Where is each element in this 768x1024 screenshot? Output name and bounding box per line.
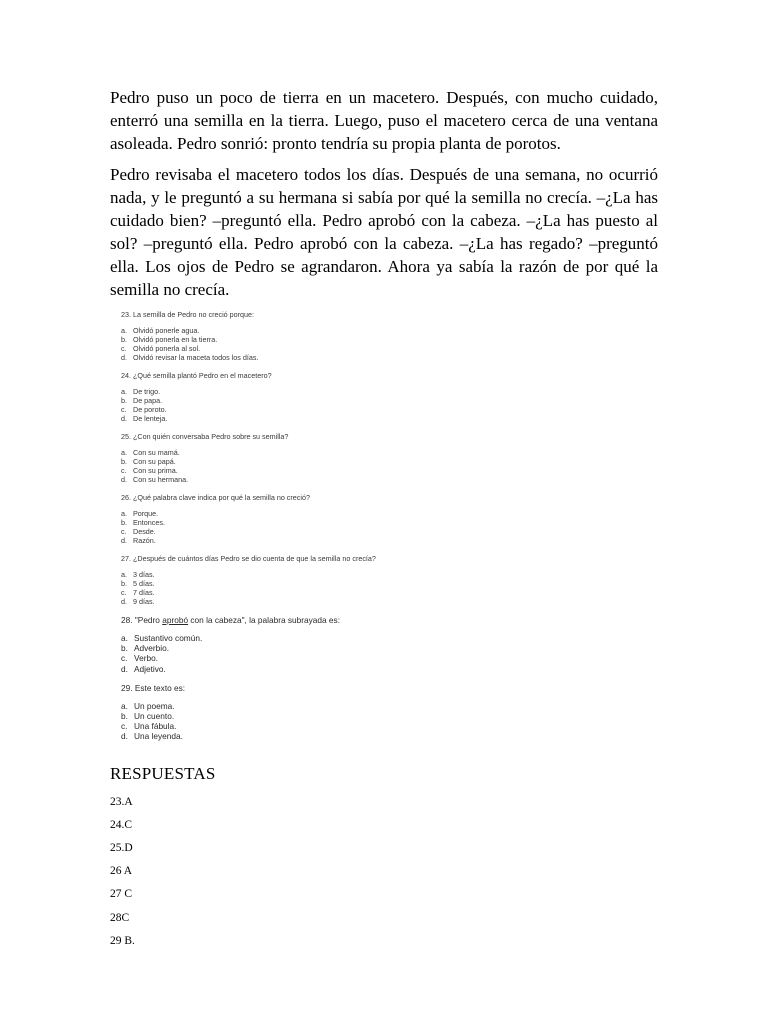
question-text — [121, 615, 658, 626]
option-letter: b. — [121, 643, 128, 654]
option-d — [121, 536, 658, 545]
option-a — [121, 387, 658, 396]
option-letter: d. — [121, 597, 127, 606]
option-d — [121, 414, 658, 423]
option-b — [121, 335, 658, 344]
question-text-start: 28. "Pedro — [121, 615, 163, 625]
option-letter: a. — [121, 448, 127, 457]
option-text: De poroto. — [133, 405, 167, 414]
option-text: Olvidó revisar la maceta todos los días. — [133, 353, 259, 362]
option-text: Un cuento. — [134, 711, 175, 722]
option-b — [121, 711, 658, 721]
option-c — [121, 344, 658, 353]
option-letter: c. — [121, 527, 127, 536]
option-letter: b. — [121, 457, 127, 466]
option-letter: d. — [121, 536, 127, 545]
option-b — [121, 396, 658, 405]
option-b — [121, 643, 658, 653]
option-text: Con su hermana. — [133, 475, 189, 484]
option-c — [121, 653, 658, 663]
answer-27: 27 C — [110, 888, 133, 901]
option-letter: a. — [121, 700, 128, 711]
option-text: Olvidó ponerle agua. — [133, 326, 200, 335]
option-letter: d. — [121, 475, 127, 484]
option-d — [121, 664, 658, 674]
option-text: Olvidó ponerla al sol. — [133, 344, 201, 353]
answer-25: 25.D — [110, 842, 133, 854]
question-text: 24. ¿Qué semilla plantó Pedro en el macetero? — [121, 371, 272, 380]
option-text: De papa. — [133, 396, 163, 405]
option-text: Razón. — [133, 536, 156, 545]
option-text: Un poema. — [134, 700, 175, 711]
quiz-questions — [121, 310, 658, 742]
question-text: 23. La semilla de Pedro no creció porque: — [121, 310, 255, 319]
answers-title: RESPUESTAS — [110, 763, 216, 783]
question-text: 25. ¿Con quién conversaba Pedro sobre su semilla? — [121, 432, 289, 441]
answer-26: 26 A — [110, 865, 133, 878]
question-27 — [121, 554, 658, 606]
answer-28: 28C — [110, 911, 130, 924]
option-letter: b. — [121, 518, 127, 527]
option-a — [121, 509, 658, 518]
option-letter: d. — [121, 414, 127, 423]
question-26 — [121, 493, 658, 545]
option-text: Una fábula. — [134, 721, 177, 732]
question-23 — [121, 310, 658, 362]
option-letter: a. — [121, 509, 127, 518]
option-text: Con su prima. — [133, 466, 178, 475]
story-paragraph-1: Pedro puso un poco de tierra en un macetero. Después, con mucho cuidado, enterró una semilla en la tierra. Luego, puso el macetero cerca de una ventana asoleada. Pedro sonrió: pronto tendría su propia planta de porotos. — [110, 88, 658, 153]
option-text: Entonces. — [133, 518, 165, 527]
option-text: Verbo. — [134, 653, 158, 664]
option-c — [121, 466, 658, 475]
option-letter: c. — [121, 344, 127, 353]
option-letter: d. — [121, 731, 128, 742]
option-text: Porque. — [133, 509, 159, 518]
option-text: 9 días. — [133, 597, 155, 606]
option-text: Adverbio. — [134, 643, 170, 654]
option-letter: d. — [121, 663, 128, 674]
question-text: 29. Este texto es: — [121, 682, 186, 693]
option-text: Olvidó ponerla en la tierra. — [133, 335, 218, 344]
option-letter: b. — [121, 335, 127, 344]
option-a — [121, 701, 658, 711]
option-d — [121, 353, 658, 362]
option-b — [121, 579, 658, 588]
option-d — [121, 597, 658, 606]
question-28 — [121, 615, 658, 674]
option-a — [121, 570, 658, 579]
question-text-end: con la cabeza", la palabra subrayada es: — [188, 615, 341, 625]
option-letter: c. — [121, 653, 128, 664]
answer-29: 29 B. — [110, 934, 135, 947]
option-text: 3 días. — [133, 570, 155, 579]
question-29 — [121, 683, 658, 742]
document-page — [110, 86, 658, 958]
option-letter: c. — [121, 721, 128, 732]
option-a — [121, 326, 658, 335]
answer-24: 24.C — [110, 818, 133, 831]
option-letter: a. — [121, 570, 127, 579]
option-a — [121, 448, 658, 457]
option-letter: b. — [121, 396, 127, 405]
option-c — [121, 588, 658, 597]
option-a — [121, 633, 658, 643]
option-d — [121, 475, 658, 484]
option-b — [121, 518, 658, 527]
option-text: De trigo. — [133, 387, 161, 396]
option-letter: d. — [121, 353, 127, 362]
story-paragraph-2: Pedro revisaba el macetero todos los días. Después de una semana, no ocurrió nada, y le preguntó a su hermana si sabía por qué la semilla no crecía. –¿La has cuidado bien? –preguntó ella. Pedro aprobó con la cabeza. –¿La has puesto al sol? –preguntó ella. Pedro aprobó con la cabeza. –¿La has regado? –preguntó ella. Los ojos de Pedro se agrandaron. Ahora ya sabía la razón de por qué la semilla no crecía. — [110, 165, 658, 299]
question-text: 26. ¿Qué palabra clave indica por qué la semilla no creció? — [121, 493, 310, 502]
option-text: Una leyenda. — [134, 731, 183, 742]
option-text: Adjetivo. — [134, 663, 166, 674]
option-c — [121, 405, 658, 414]
question-24 — [121, 371, 658, 423]
question-text: 27. ¿Después de cuántos días Pedro se dio cuenta de que la semilla no crecía? — [121, 554, 376, 563]
option-letter: b. — [121, 711, 128, 722]
underlined-word: aprobó — [162, 615, 189, 625]
option-letter: c. — [121, 405, 127, 414]
option-c — [121, 527, 658, 536]
option-text: 5 días. — [133, 579, 155, 588]
option-b — [121, 457, 658, 466]
option-text: Con su papá. — [133, 457, 176, 466]
question-25 — [121, 432, 658, 484]
option-letter: b. — [121, 579, 127, 588]
option-letter: a. — [121, 633, 128, 643]
option-letter: a. — [121, 326, 127, 335]
option-text: De lenteja. — [133, 414, 168, 423]
answer-23: 23.A — [110, 795, 133, 808]
option-text: Desde. — [133, 527, 156, 536]
option-text: Con su mamá. — [133, 448, 180, 457]
option-text: 7 días. — [133, 588, 155, 597]
option-letter: c. — [121, 588, 127, 597]
option-text: Sustantivo común. — [134, 633, 203, 643]
option-c — [121, 721, 658, 731]
option-letter: c. — [121, 466, 127, 475]
option-letter: a. — [121, 387, 127, 396]
option-d — [121, 731, 658, 741]
